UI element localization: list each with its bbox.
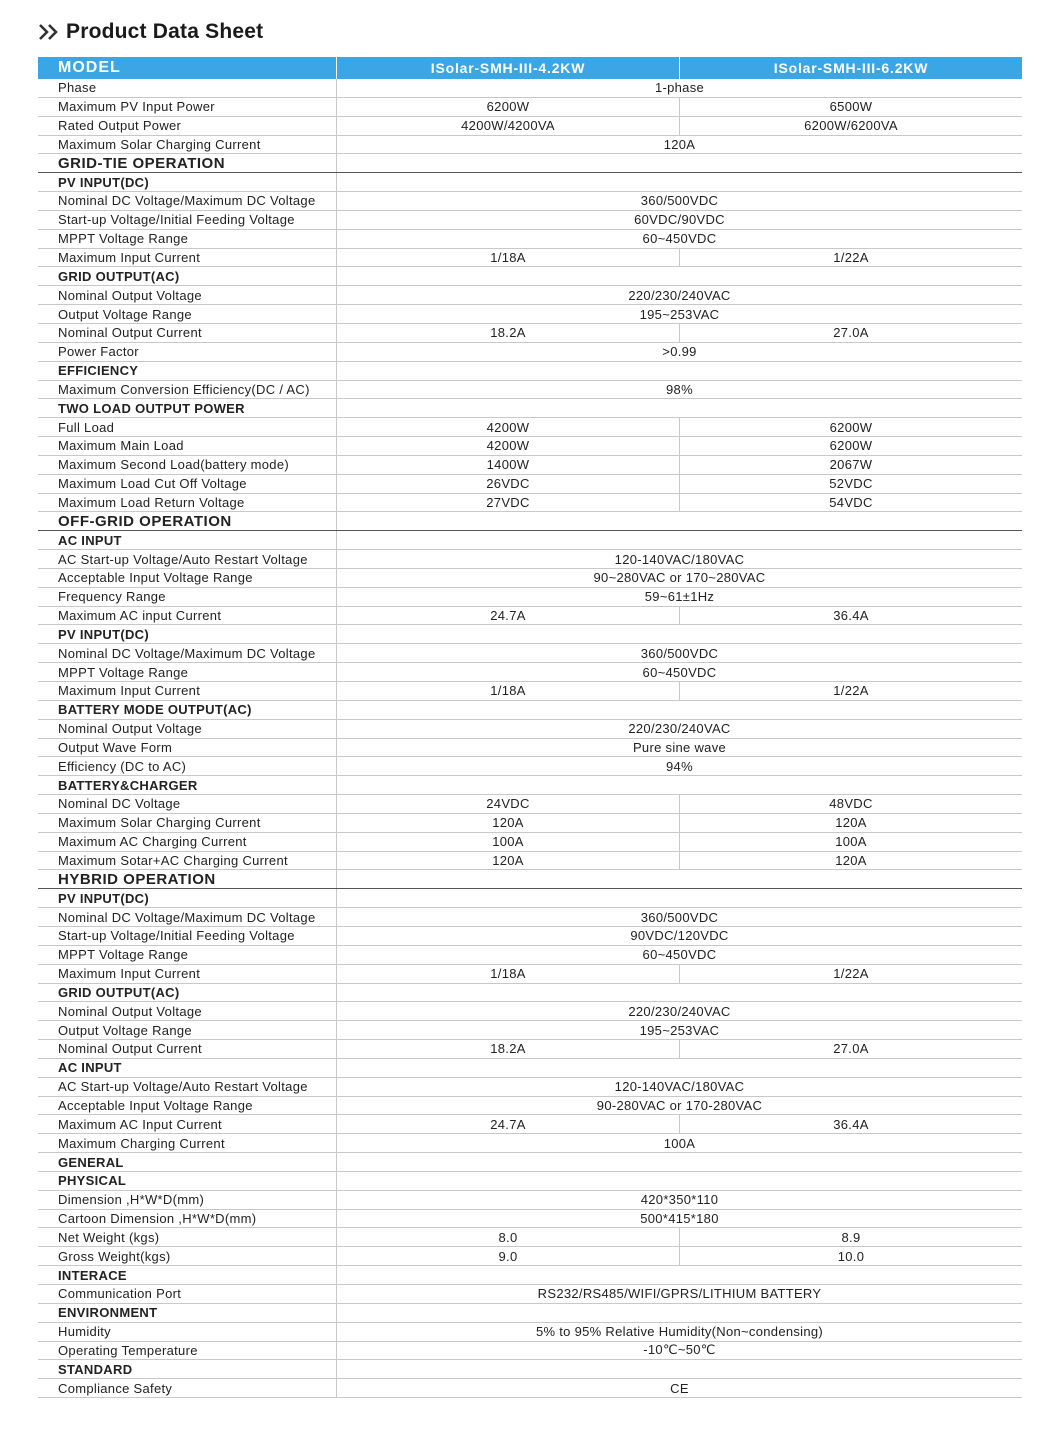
heading-label: PHYSICAL <box>58 1173 127 1189</box>
table-row <box>38 852 1022 871</box>
heading-label: TWO LOAD OUTPUT POWER <box>58 400 245 416</box>
table-row <box>38 795 1022 814</box>
row-values <box>336 984 1022 1002</box>
table-row <box>38 1247 1022 1266</box>
row-label: Maximum Input Current <box>58 966 201 982</box>
table-row <box>38 249 1022 268</box>
page-title: Product Data Sheet <box>66 20 264 43</box>
row-values <box>336 512 1022 530</box>
row-label: Operating Temperature <box>58 1342 198 1358</box>
row-values <box>336 305 1022 323</box>
row-label: Gross Weight(kgs) <box>58 1248 171 1264</box>
value-4-2kw: 1/18A <box>490 683 526 699</box>
value-both-models: 120-140VAC/180VAC <box>614 551 745 567</box>
header-model-label: MODEL <box>58 59 121 76</box>
row-values <box>336 1360 1022 1378</box>
subsection-heading-row <box>38 1360 1022 1379</box>
row-values <box>336 230 1022 248</box>
row-values <box>336 625 1022 643</box>
value-4-2kw: 24VDC <box>486 796 530 812</box>
value-both-models: 90~280VAC or 170~280VAC <box>593 570 766 586</box>
row-values <box>336 1078 1022 1096</box>
table-row <box>38 1228 1022 1247</box>
row-label: MPPT Voltage Range <box>58 664 189 680</box>
row-label: Cartoon Dimension ,H*W*D(mm) <box>58 1211 257 1227</box>
row-values <box>336 927 1022 945</box>
table-row <box>38 1115 1022 1134</box>
row-values <box>336 1172 1022 1190</box>
row-label: Start-up Voltage/Initial Feeding Voltage <box>58 928 295 944</box>
row-values <box>336 588 1022 606</box>
row-label: Nominal DC Voltage/Maximum DC Voltage <box>58 645 316 661</box>
row-label: AC Start-up Voltage/Auto Restart Voltage <box>58 1079 308 1095</box>
row-label: Maximum Charging Current <box>58 1135 225 1151</box>
table-row <box>38 475 1022 494</box>
subsection-heading-row <box>38 399 1022 418</box>
table-row <box>38 1002 1022 1021</box>
value-4-2kw: 24.7A <box>490 1116 526 1132</box>
row-values <box>336 965 1022 983</box>
value-both-models: 5% to 95% Relative Humidity(Non~condensing) <box>535 1324 824 1340</box>
row-values <box>336 211 1022 229</box>
table-body <box>38 79 1022 1398</box>
value-6-2kw: 1/22A <box>679 249 1022 267</box>
value-both-models: 120A <box>663 136 696 152</box>
value-6-2kw: 27.0A <box>679 1040 1022 1058</box>
value-both-models: 94% <box>666 758 693 774</box>
row-values <box>336 946 1022 964</box>
value-both-models: 1-phase <box>654 80 705 96</box>
row-values <box>336 98 1022 116</box>
value-both-models: 60~450VDC <box>642 947 717 963</box>
row-values <box>336 720 1022 738</box>
row-values <box>336 1097 1022 1115</box>
row-label: Maximum Input Current <box>58 250 201 266</box>
value-both-models: 98% <box>666 381 693 397</box>
table-row <box>38 682 1022 701</box>
subsection-heading-row <box>38 776 1022 795</box>
subsection-heading-row <box>38 1266 1022 1285</box>
row-values <box>336 1285 1022 1303</box>
value-both-models: 90VDC/120VDC <box>630 928 729 944</box>
row-values <box>336 1342 1022 1360</box>
row-values <box>336 1191 1022 1209</box>
row-label: Maximum Load Cut Off Voltage <box>58 476 247 492</box>
row-values <box>336 362 1022 380</box>
row-label: Nominal DC Voltage <box>58 796 181 812</box>
row-label: Acceptable Input Voltage Range <box>58 570 253 586</box>
table-row <box>38 569 1022 588</box>
row-values <box>336 1059 1022 1077</box>
subsection-heading-row <box>38 1153 1022 1172</box>
table-row <box>38 1097 1022 1116</box>
value-4-2kw: 9.0 <box>498 1248 518 1264</box>
heading-label: BATTERY&CHARGER <box>58 777 198 793</box>
row-values <box>336 1002 1022 1020</box>
table-row <box>38 1379 1022 1398</box>
value-both-models: 220/230/240VAC <box>628 1003 731 1019</box>
heading-label: PV INPUT(DC) <box>58 626 149 642</box>
table-row <box>38 494 1022 513</box>
row-values <box>336 249 1022 267</box>
row-values <box>336 286 1022 304</box>
subsection-heading-row <box>38 362 1022 381</box>
row-values <box>336 908 1022 926</box>
value-both-models: 195~253VAC <box>639 306 720 322</box>
row-label: Maximum Main Load <box>58 438 184 454</box>
value-6-2kw: 52VDC <box>679 475 1022 493</box>
row-label: Nominal Output Current <box>58 1041 202 1057</box>
row-label: Humidity <box>58 1324 111 1340</box>
value-6-2kw: 100A <box>679 833 1022 851</box>
row-label: Frequency Range <box>58 589 166 605</box>
value-4-2kw: 6200W <box>486 99 530 115</box>
row-label: Phase <box>58 80 97 96</box>
header-columns <box>336 57 1022 79</box>
row-values <box>336 1379 1022 1397</box>
table-row <box>38 192 1022 211</box>
heading-label: STANDARD <box>58 1361 133 1377</box>
row-values <box>336 418 1022 436</box>
subsection-heading-row <box>38 267 1022 286</box>
row-values <box>336 776 1022 794</box>
value-both-models: 360/500VDC <box>640 193 719 209</box>
row-values <box>336 550 1022 568</box>
row-values <box>336 343 1022 361</box>
row-label: Dimension ,H*W*D(mm) <box>58 1192 205 1208</box>
heading-label: BATTERY MODE OUTPUT(AC) <box>58 702 252 718</box>
subsection-heading-row <box>38 701 1022 720</box>
row-label: Compliance Safety <box>58 1380 173 1396</box>
table-row <box>38 588 1022 607</box>
row-values <box>336 795 1022 813</box>
table-row <box>38 814 1022 833</box>
value-4-2kw: 8.0 <box>498 1229 518 1245</box>
row-values <box>336 1266 1022 1284</box>
value-4-2kw: 1/18A <box>490 966 526 982</box>
row-label: Acceptable Input Voltage Range <box>58 1097 253 1113</box>
row-values <box>336 1134 1022 1152</box>
value-6-2kw: 120A <box>679 814 1022 832</box>
heading-label: EFFICIENCY <box>58 363 139 379</box>
table-row <box>38 1078 1022 1097</box>
value-both-models: -10℃~50℃ <box>643 1342 716 1358</box>
table-row <box>38 1210 1022 1229</box>
value-both-models: 500*415*180 <box>640 1211 719 1227</box>
value-6-2kw: 36.4A <box>679 607 1022 625</box>
value-6-2kw: 10.0 <box>679 1247 1022 1265</box>
value-both-models: 60~450VDC <box>642 664 717 680</box>
row-values <box>336 531 1022 549</box>
value-6-2kw: 48VDC <box>679 795 1022 813</box>
row-values <box>336 852 1022 870</box>
row-label: Nominal Output Voltage <box>58 721 202 737</box>
row-label: Maximum Second Load(battery mode) <box>58 457 290 473</box>
value-4-2kw: 24.7A <box>490 608 526 624</box>
page-header <box>38 14 263 50</box>
table-row <box>38 418 1022 437</box>
table-row <box>38 1191 1022 1210</box>
row-label: AC Start-up Voltage/Auto Restart Voltage <box>58 551 308 567</box>
value-both-models: 195~253VAC <box>639 1022 720 1038</box>
row-values <box>336 494 1022 512</box>
header-column-6-2kw: ISolar-SMH-III-6.2KW <box>679 57 1022 79</box>
value-6-2kw: 27.0A <box>679 324 1022 342</box>
row-label: Net Weight (kgs) <box>58 1229 160 1245</box>
row-values <box>336 1153 1022 1171</box>
value-both-models: 360/500VDC <box>640 645 719 661</box>
table-row <box>38 720 1022 739</box>
table-row <box>38 1021 1022 1040</box>
row-values <box>336 1323 1022 1341</box>
heading-label: GRID OUTPUT(AC) <box>58 984 180 1000</box>
row-values <box>336 1115 1022 1133</box>
subsection-heading-row <box>38 1172 1022 1191</box>
heading-label: GRID-TIE OPERATION <box>58 154 226 172</box>
value-4-2kw: 4200W/4200VA <box>461 118 555 134</box>
value-4-2kw: 120A <box>492 815 524 831</box>
table-row <box>38 136 1022 155</box>
row-label: Rated Output Power <box>58 118 182 134</box>
value-4-2kw: 27VDC <box>486 494 530 510</box>
table-row <box>38 757 1022 776</box>
section-heading-row <box>38 870 1022 889</box>
value-both-models: 60~450VDC <box>642 231 717 247</box>
subsection-heading-row <box>38 625 1022 644</box>
row-label: Output Wave Form <box>58 739 173 755</box>
subsection-heading-row <box>38 1304 1022 1323</box>
table-row <box>38 1040 1022 1059</box>
value-6-2kw: 120A <box>679 852 1022 870</box>
table-row <box>38 550 1022 569</box>
table-row <box>38 456 1022 475</box>
heading-label: AC INPUT <box>58 532 122 548</box>
row-label: Full Load <box>58 419 115 435</box>
row-label: Maximum Conversion Efficiency(DC / AC) <box>58 381 310 397</box>
value-6-2kw: 36.4A <box>679 1115 1022 1133</box>
row-label: Maximum Load Return Voltage <box>58 494 245 510</box>
value-4-2kw: 26VDC <box>486 476 530 492</box>
row-label: Maximum AC Input Current <box>58 1116 222 1132</box>
row-label: MPPT Voltage Range <box>58 231 189 247</box>
table-row <box>38 1285 1022 1304</box>
row-values <box>336 701 1022 719</box>
table-row <box>38 1134 1022 1153</box>
value-4-2kw: 1/18A <box>490 250 526 266</box>
table-row <box>38 1342 1022 1361</box>
heading-label: PV INPUT(DC) <box>58 174 149 190</box>
table-row <box>38 381 1022 400</box>
value-6-2kw: 6200W <box>679 418 1022 436</box>
row-label: Power Factor <box>58 344 139 360</box>
row-values <box>336 833 1022 851</box>
row-label: Maximum Input Current <box>58 683 201 699</box>
row-values <box>336 889 1022 907</box>
heading-label: PV INPUT(DC) <box>58 890 149 906</box>
value-both-models: 220/230/240VAC <box>628 721 731 737</box>
value-both-models: 60VDC/90VDC <box>634 212 725 228</box>
row-label: Nominal Output Current <box>58 325 202 341</box>
subsection-heading-row <box>38 531 1022 550</box>
row-values <box>336 1247 1022 1265</box>
value-6-2kw: 1/22A <box>679 682 1022 700</box>
row-label: Maximum Sotar+AC Charging Current <box>58 853 288 869</box>
table-header <box>38 57 1022 79</box>
header-column-4-2kw: ISolar-SMH-III-4.2KW <box>430 60 586 76</box>
heading-label: INTERACE <box>58 1267 127 1283</box>
row-values <box>336 870 1022 888</box>
row-values <box>336 324 1022 342</box>
value-both-models: 90-280VAC or 170-280VAC <box>596 1097 763 1113</box>
row-values <box>336 381 1022 399</box>
table-row <box>38 98 1022 117</box>
table-row <box>38 211 1022 230</box>
value-both-models: 420*350*110 <box>640 1192 719 1208</box>
row-label: Maximum Solar Charging Current <box>58 136 261 152</box>
row-values <box>336 136 1022 154</box>
row-label: MPPT Voltage Range <box>58 947 189 963</box>
row-label: Output Voltage Range <box>58 306 192 322</box>
spec-table <box>38 57 1022 1398</box>
row-label: Communication Port <box>58 1286 182 1302</box>
row-label: Nominal Output Voltage <box>58 287 202 303</box>
row-label: Nominal DC Voltage/Maximum DC Voltage <box>58 193 316 209</box>
table-row <box>38 343 1022 362</box>
section-heading-row <box>38 154 1022 173</box>
row-values <box>336 644 1022 662</box>
row-label: Nominal Output Voltage <box>58 1003 202 1019</box>
row-values <box>336 154 1022 172</box>
value-6-2kw: 6200W <box>679 437 1022 455</box>
value-4-2kw: 100A <box>492 834 524 850</box>
value-both-models: 360/500VDC <box>640 909 719 925</box>
value-4-2kw: 1400W <box>486 457 530 473</box>
heading-label: GENERAL <box>58 1154 124 1170</box>
row-values <box>336 739 1022 757</box>
value-both-models: 100A <box>663 1135 696 1151</box>
section-heading-row <box>38 512 1022 531</box>
value-both-models: 220/230/240VAC <box>628 287 731 303</box>
heading-label: OFF-GRID OPERATION <box>58 512 232 530</box>
row-values <box>336 569 1022 587</box>
row-values <box>336 456 1022 474</box>
heading-label: HYBRID OPERATION <box>58 870 216 888</box>
row-values <box>336 663 1022 681</box>
subsection-heading-row <box>38 1059 1022 1078</box>
row-label: Start-up Voltage/Initial Feeding Voltage <box>58 212 295 228</box>
row-values <box>336 1228 1022 1246</box>
row-values <box>336 757 1022 775</box>
row-values <box>336 1304 1022 1322</box>
table-row <box>38 607 1022 626</box>
row-values <box>336 437 1022 455</box>
table-row <box>38 739 1022 758</box>
value-both-models: RS232/RS485/WIFI/GPRS/LITHIUM BATTERY <box>537 1286 822 1302</box>
table-row <box>38 663 1022 682</box>
value-4-2kw: 4200W <box>486 419 530 435</box>
value-both-models: >0.99 <box>662 344 697 360</box>
value-6-2kw: 1/22A <box>679 965 1022 983</box>
value-6-2kw: 8.9 <box>679 1228 1022 1246</box>
value-6-2kw: 6500W <box>679 98 1022 116</box>
heading-label: GRID OUTPUT(AC) <box>58 268 180 284</box>
value-both-models: Pure sine wave <box>632 739 727 755</box>
value-both-models: 59~61±1Hz <box>644 589 715 605</box>
subsection-heading-row <box>38 889 1022 908</box>
value-4-2kw: 120A <box>492 853 524 869</box>
row-label: Nominal DC Voltage/Maximum DC Voltage <box>58 909 316 925</box>
double-chevron-right-icon <box>38 22 62 42</box>
value-6-2kw: 54VDC <box>679 494 1022 512</box>
row-label: Maximum AC Charging Current <box>58 834 247 850</box>
subsection-heading-row <box>38 173 1022 192</box>
table-row <box>38 324 1022 343</box>
row-values <box>336 192 1022 210</box>
row-label: Maximum PV Input Power <box>58 99 215 115</box>
heading-label: AC INPUT <box>58 1060 122 1076</box>
value-4-2kw: 18.2A <box>490 325 526 341</box>
value-4-2kw: 18.2A <box>490 1041 526 1057</box>
row-values <box>336 682 1022 700</box>
table-row <box>38 644 1022 663</box>
row-values <box>336 814 1022 832</box>
value-both-models: 120-140VAC/180VAC <box>614 1079 745 1095</box>
table-row <box>38 305 1022 324</box>
table-row <box>38 1323 1022 1342</box>
row-values <box>336 173 1022 191</box>
row-values <box>336 399 1022 417</box>
table-row <box>38 117 1022 136</box>
subsection-heading-row <box>38 984 1022 1003</box>
table-row <box>38 230 1022 249</box>
table-row <box>38 965 1022 984</box>
row-values <box>336 267 1022 285</box>
value-6-2kw: 6200W/6200VA <box>679 117 1022 135</box>
row-label: Output Voltage Range <box>58 1022 192 1038</box>
value-6-2kw: 2067W <box>679 456 1022 474</box>
row-values <box>336 1021 1022 1039</box>
heading-label: ENVIRONMENT <box>58 1305 158 1321</box>
row-values <box>336 117 1022 135</box>
table-row <box>38 908 1022 927</box>
table-row <box>38 946 1022 965</box>
row-values <box>336 1210 1022 1228</box>
table-row <box>38 437 1022 456</box>
row-label: Maximum AC input Current <box>58 608 222 624</box>
value-both-models: CE <box>670 1380 689 1396</box>
row-values <box>336 607 1022 625</box>
row-values <box>336 79 1022 97</box>
value-4-2kw: 4200W <box>486 438 530 454</box>
row-values <box>336 1040 1022 1058</box>
row-label: Efficiency (DC to AC) <box>58 758 187 774</box>
row-label: Maximum Solar Charging Current <box>58 815 261 831</box>
table-row <box>38 286 1022 305</box>
table-row <box>38 79 1022 98</box>
table-row <box>38 927 1022 946</box>
table-row <box>38 833 1022 852</box>
row-values <box>336 475 1022 493</box>
